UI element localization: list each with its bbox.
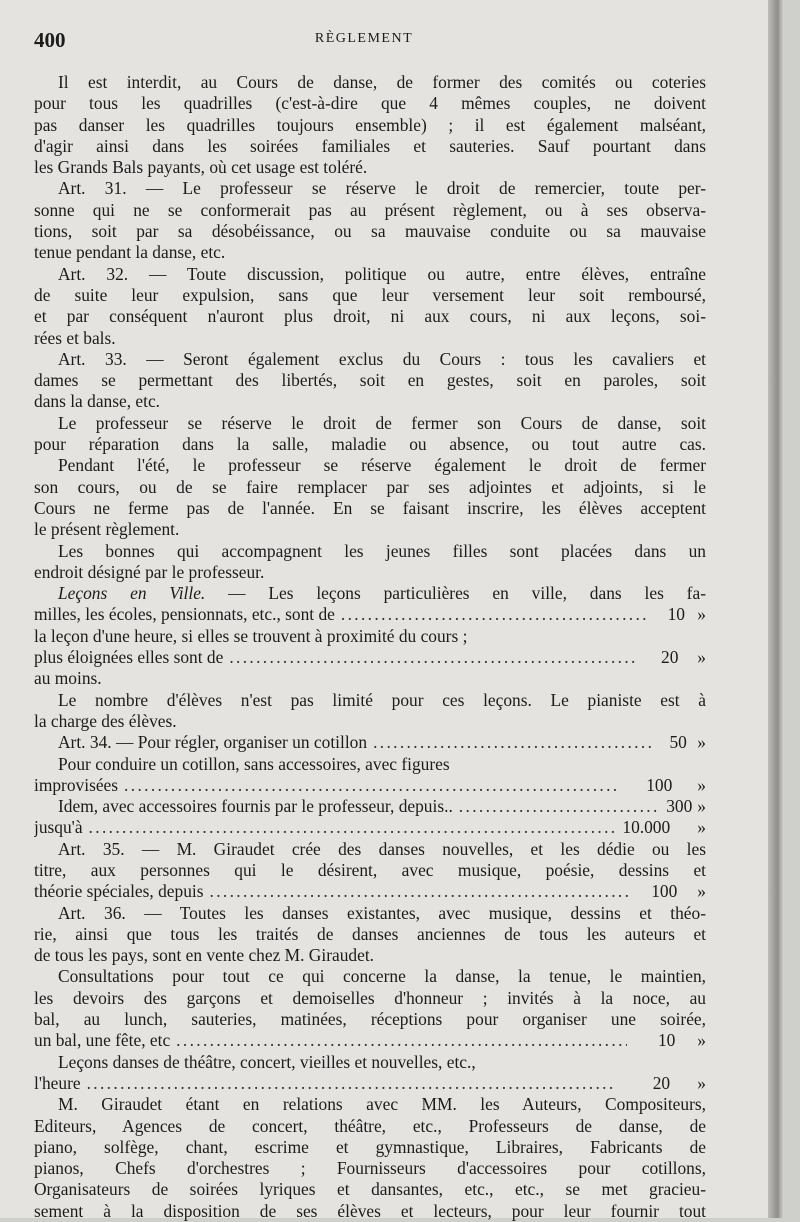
- dot-leader: [229, 647, 634, 668]
- text-line: au moins.: [34, 668, 102, 689]
- text-line: dans la danse, etc.: [34, 391, 161, 412]
- text-line: Le nombre d'élèves n'est pas limité pour ces leçons. Le pianiste est à: [58, 689, 706, 710]
- priced-line: [34, 1073, 706, 1094]
- text-line: le présent règlement.: [34, 519, 180, 540]
- text-line: tions, soit par sa désobéissance, ou sa mauvaise conduite ou sa mauvaise: [34, 221, 706, 242]
- text-line: Il est interdit, au Cours de danse, de former des comités ou coteries: [58, 72, 706, 92]
- line-text: Idem, avec accessoires fournis par le professeur, depuis..: [58, 796, 453, 817]
- dot-leader: [124, 775, 620, 796]
- price-unit: »: [697, 1030, 706, 1051]
- priced-line: [34, 775, 706, 796]
- text-line: la leçon d'une heure, si elles se trouvent à proximité du cours ;: [34, 625, 468, 646]
- price-value: 10.000: [622, 817, 671, 838]
- price-value: 100: [646, 774, 673, 795]
- priced-line: [34, 732, 706, 753]
- price-value: 10: [657, 1030, 676, 1051]
- price-value: 20: [661, 647, 679, 668]
- price-unit: »: [697, 604, 706, 625]
- priced-line: [34, 647, 706, 668]
- line-text: milles, les écoles, pensionnats, etc., sont de: [34, 604, 335, 625]
- price-value: 300: [666, 796, 693, 817]
- priced-line: [34, 796, 706, 817]
- dot-leader: [341, 604, 650, 625]
- text-line: dames se permettant des libertés, soit en gestes, soit en paroles, soit: [34, 370, 706, 391]
- text-line: rie, ainsi que tous les traités de danses anciennes de tous les auteurs et: [34, 923, 706, 944]
- text-line: Art. 35. — M. Giraudet crée des danses nouvelles, et les dédie ou les: [58, 838, 706, 859]
- line-text: improvisées: [34, 774, 119, 795]
- text-line: titre, aux personnes qui le désirent, avec musique, poésie, dessins et: [34, 859, 706, 880]
- priced-line: [34, 881, 706, 902]
- text-line: Les bonnes qui accompagnent les jeunes filles sont placées dans un: [58, 540, 706, 561]
- dot-leader: [89, 817, 616, 838]
- line-text: un bal, une fête, etc: [34, 1030, 171, 1051]
- line-text: jusqu'à: [34, 817, 83, 838]
- price-unit: »: [697, 796, 706, 817]
- text-line: son cours, ou de se faire remplacer par ses adjointes et adjoints, si le: [34, 476, 706, 497]
- line-text: l'heure: [34, 1072, 81, 1093]
- text-line: [34, 583, 706, 604]
- priced-line: [34, 604, 706, 625]
- line-text: — Les leçons particulières en ville, dans les fa-: [205, 583, 706, 604]
- text-line: pianos, Chefs d'orchestres ; Fournisseurs d'accessoires pour cotillons,: [34, 1158, 706, 1179]
- text-line: Art. 32. — Toute discussion, politique ou autre, entre élèves, entraîne: [58, 263, 706, 284]
- priced-line: [34, 817, 706, 838]
- priced-line: [34, 1030, 706, 1051]
- text-line: de tous les pays, sont en vente chez M. Giraudet.: [34, 945, 374, 966]
- running-title: RÈGLEMENT: [314, 31, 414, 46]
- text-line: pour tous les quadrilles (c'est-à-dire que 4 mêmes couples, ne doivent: [34, 93, 706, 114]
- price-value: 50: [669, 732, 687, 753]
- text-line: la charge des élèves.: [34, 710, 177, 731]
- price-unit: »: [697, 1072, 706, 1093]
- price-value: 100: [651, 881, 678, 902]
- text-line: Pendant l'été, le professeur se réserve également le droit de fermer: [58, 455, 706, 476]
- text-line: Art. 33. — Seront également exclus du Cours : tous les cavaliers et: [58, 348, 706, 369]
- page-header: [34, 28, 694, 58]
- italic-heading: Leçons en Ville.: [58, 583, 206, 604]
- text-line: Pour conduire un cotillon, sans accessoires, avec figures: [58, 753, 450, 774]
- dot-leader: [210, 881, 632, 902]
- price-unit: »: [697, 817, 706, 838]
- text-line: pour réparation dans la salle, maladie ou absence, ou tout autre cas.: [34, 434, 706, 455]
- dot-leader: [176, 1030, 627, 1051]
- text-line: Leçons danses de théâtre, concert, vieilles et nouvelles, etc.,: [58, 1051, 476, 1072]
- price-unit: »: [697, 881, 706, 902]
- price-unit: »: [697, 732, 706, 753]
- dot-leader: [459, 796, 660, 817]
- price-value: 10: [667, 604, 685, 625]
- dot-leader: [373, 732, 655, 753]
- page-number: 400: [34, 28, 66, 52]
- text-line: Organisateurs de soirées lyriques et dansantes, etc., etc., se met gracieu-: [34, 1179, 706, 1200]
- line-text: Art. 34. — Pour régler, organiser un cotillon: [58, 732, 368, 753]
- page-edge: [768, 0, 784, 1218]
- text-line: sement à la disposition de ses élèves et lecteurs, pour leur fournir tout: [34, 1200, 706, 1221]
- price-unit: »: [697, 774, 706, 795]
- text-line: Art. 36. — Toutes les danses existantes, avec musique, dessins et théo-: [58, 902, 706, 923]
- text-line: les Grands Bals payants, où cet usage est toléré.: [34, 157, 368, 178]
- text-line: M. Giraudet étant en relations avec MM. les Auteurs, Compositeurs,: [58, 1094, 706, 1115]
- text-line: sonne qui ne se conformerait pas au présent règlement, ou à ses observa-: [34, 199, 706, 220]
- text-line: Le professeur se réserve le droit de fermer son Cours de danse, soit: [58, 412, 706, 433]
- text-line: pas danser les quadrilles toujours ensemble) ; il est également malséant,: [34, 114, 706, 135]
- dot-leader: [87, 1073, 615, 1094]
- text-line: piano, solfège, chant, escrime et gymnastique, Libraires, Fabricants de: [34, 1136, 706, 1157]
- text-line: d'agir ainsi dans les soirées familiales et sauteries. Sauf pourtant dans: [34, 135, 706, 156]
- text-line: Consultations pour tout ce qui concerne la danse, la tenue, le maintien,: [58, 966, 706, 987]
- text-line: Cours ne ferme pas de l'année. En se faisant inscrire, les élèves acceptent: [34, 497, 706, 518]
- text-line: Editeurs, Agences de concert, théâtre, etc., Professeurs de danse, de: [34, 1115, 706, 1136]
- text-line: endroit désigné par le professeur.: [34, 561, 265, 582]
- price-unit: »: [697, 647, 706, 668]
- text-line: les devoirs des garçons et demoiselles d'honneur ; invités à la noce, au: [34, 987, 706, 1008]
- text-line: Art. 31. — Le professeur se réserve le droit de remercier, toute per-: [58, 178, 706, 199]
- text-line: de suite leur expulsion, sans que leur versement leur soit remboursé,: [34, 284, 706, 305]
- line-text: plus éloignées elles sont de: [34, 647, 224, 668]
- text-line: bal, au lunch, sauteries, matinées, réceptions pour organiser une soirée,: [34, 1009, 706, 1030]
- body-text: [34, 72, 706, 1222]
- text-line: rées et bals.: [34, 327, 116, 348]
- text-line: et par conséquent n'auront plus droit, ni aux cours, ni aux leçons, soi-: [34, 306, 706, 327]
- line-text: théorie spéciales, depuis: [34, 881, 204, 902]
- price-value: 20: [652, 1072, 671, 1093]
- text-line: tenue pendant la danse, etc.: [34, 242, 226, 263]
